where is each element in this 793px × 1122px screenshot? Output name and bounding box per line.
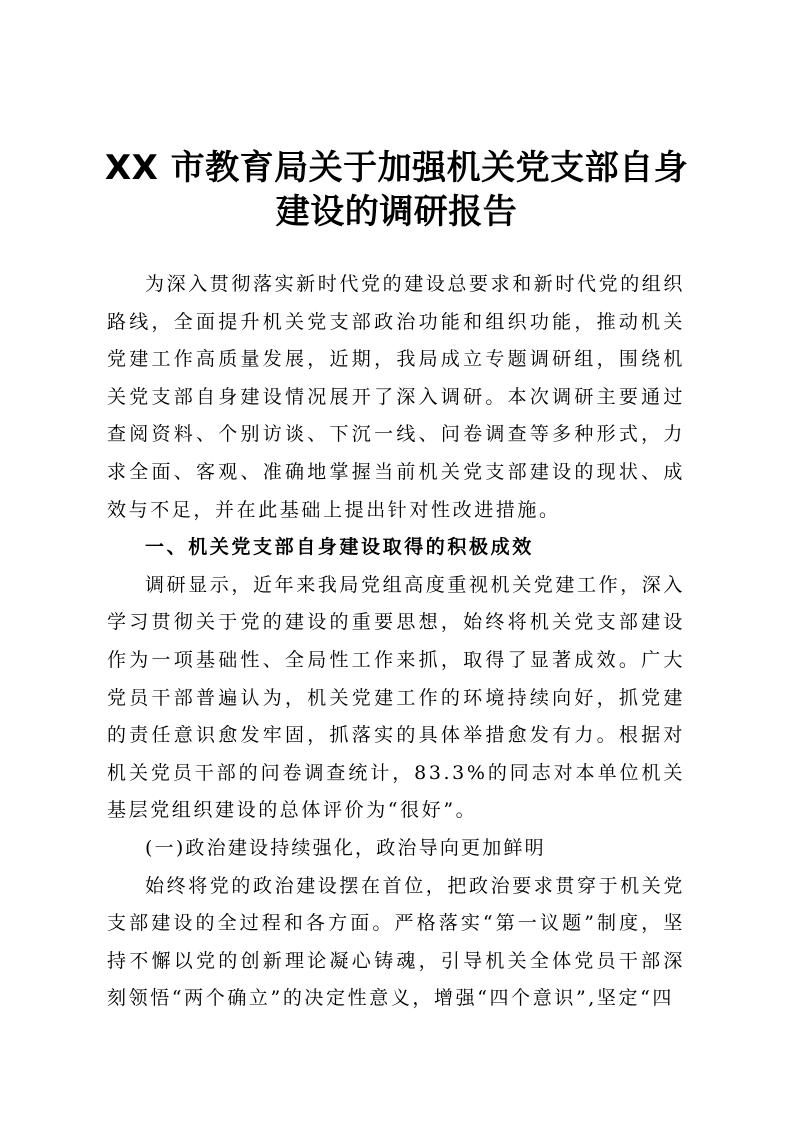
section-heading-1: 一、机关党支部自身建设取得的积极成效	[145, 536, 534, 559]
intro-paragraph: 为深入贯彻落实新时代党的建设总要求和新时代党的组织路线，全面提升机关党支部政治功能和组织功能，推动机关党建工作高质量发展，近期，我局成立专题调研组，围绕机关党支部自身建设情况展开了深入调研。本次调研主要通过查阅资料、个别访谈、下沉一线、问卷调查等多种形式，力求全面、客观、准确地掌握当前机关党支部建设的现状、成效与不足，并在此基础上提出针对性改进措施。	[107, 273, 686, 521]
subsection-heading-1: (一)政治建设持续强化，政治导向更加鲜明	[145, 836, 546, 859]
title-line-1: XX 市教育局关于加强机关党支部自身	[104, 148, 689, 188]
document-title	[80, 146, 713, 234]
title-line-2: 建设的调研报告	[275, 192, 518, 232]
document-body	[107, 266, 685, 1018]
subsection-1-paragraph: 始终将党的政治建设摆在首位，把政治要求贯穿于机关党支部建设的全过程和各方面。严格落实“第一议题”制度，坚持不懈以党的创新理论凝心铸魂，引导机关全体党员干部深刻领悟“两个确立”的决定性意义，增强“四个意识”,坚定“四	[107, 874, 686, 1010]
section-1-paragraph: 调研显示，近年来我局党组高度重视机关党建工作，深入学习贯彻关于党的建设的重要思想，始终将机关党支部建设作为一项基础性、全局性工作来抓，取得了显著成效。广大党员干部普遍认为，机关党建工作的环境持续向好，抓党建的责任意识愈发牢固，抓落实的具体举措愈发有力。根据对机关党员干部的问卷调查统计，83.3%的同志对本单位机关基层党组织建设的总体评价为“很好”。	[107, 573, 686, 822]
